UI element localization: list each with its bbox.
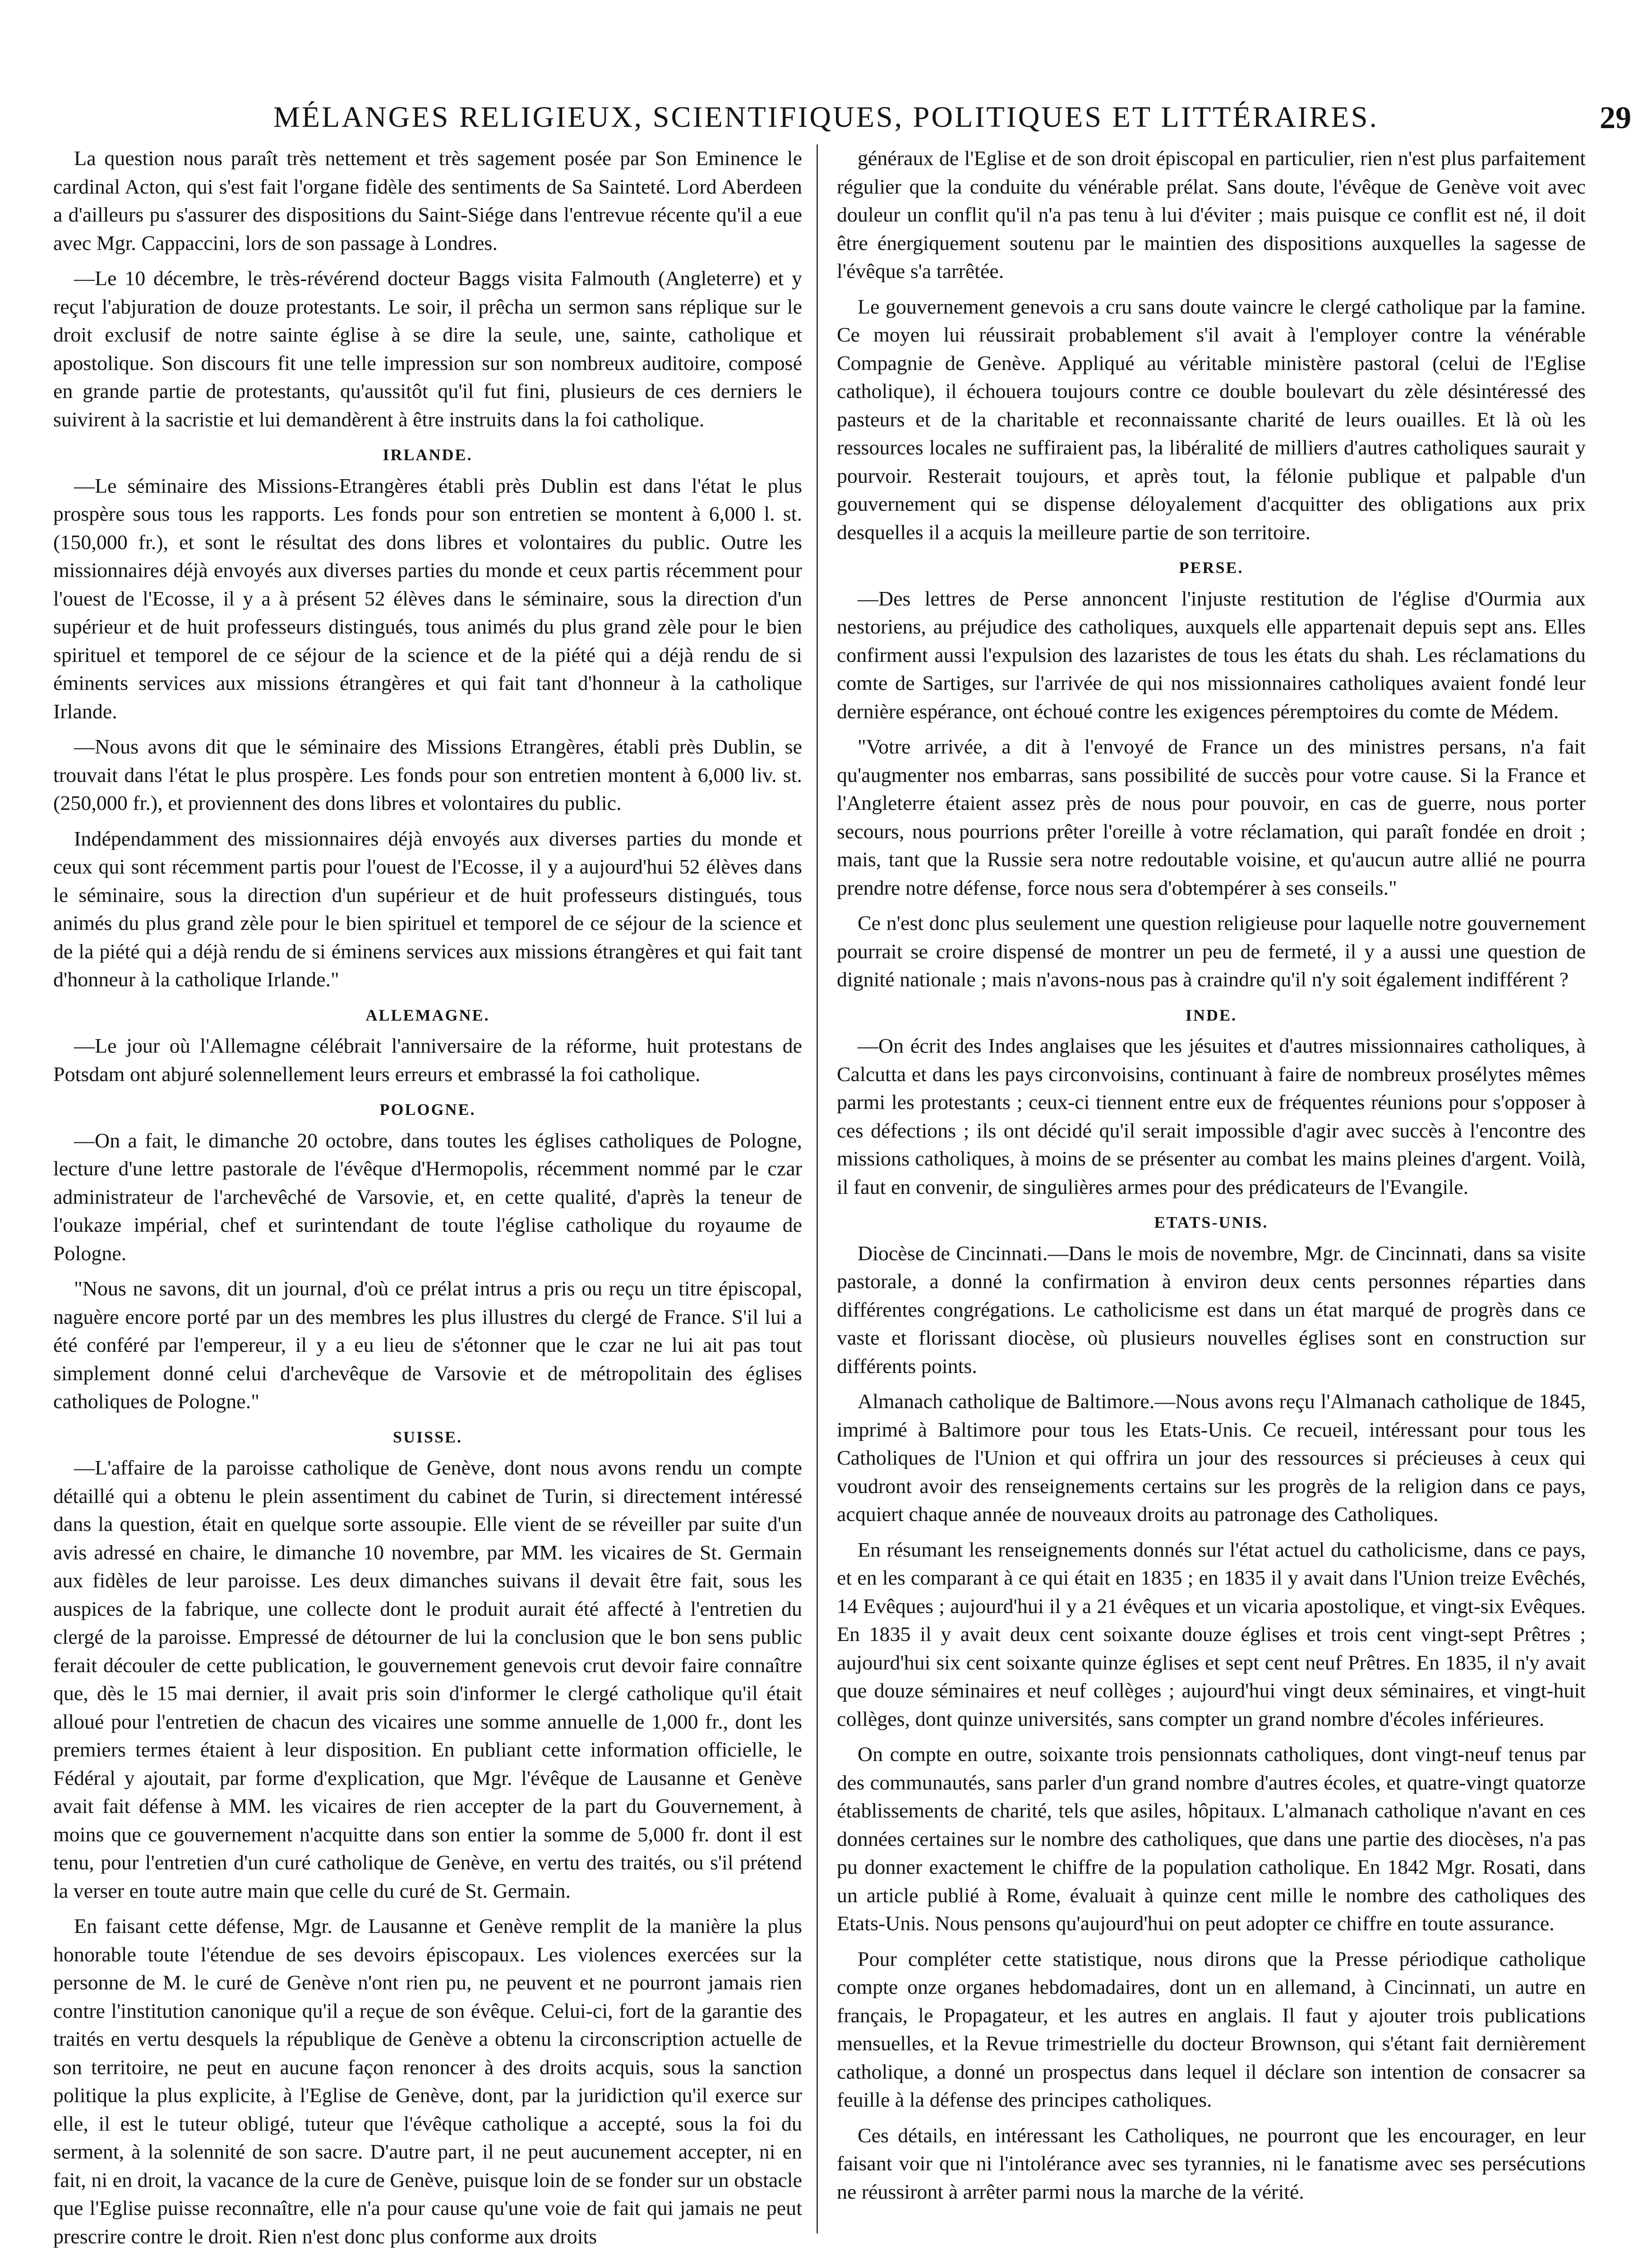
section-heading-pologne: POLOGNE.: [379, 1100, 476, 1119]
paragraph: —Le jour où l'Allemagne célébrait l'anniversaire de la réforme, huit protestans de Potsdam ont abjuré solennellement leurs erreurs et embrassé la foi catholique.: [53, 1034, 802, 1086]
paragraph: —L'affaire de la paroisse catholique de Genève, dont nous avons rendu un compte détaillé qui a obtenu le plein assentiment du cabinet de Turin, si directement intéressé dans la question, était en quelque sorte assoupie. Elle vient de se réveiller par suite d'un avis adressé en chaire, le dimanche 10 novembre, par MM. les vicaires de St. Germain aux fidèles de leur paroisse. Les deux dimanches suivans il devait être fait, sous les auspices de la fabrique, une collecte dont le produit aurait été affecté à l'entretien du clergé de la paroisse. Empressé de détourner de lui la conclusion que le bon sens public ferait découler de cette publication, le gouvernement genevois crut devoir faire connaître que, dès le 15 mai dernier, il avait pris soin d'informer le clergé catholique qu'il était alloué pour l'entretien de chacun des vicaires une somme annuelle de 1,000 fr., dont les premiers termes étaient à leur disposition. En publiant cette information officielle, le Fédéral y ajoutait, par forme d'explication, que Mgr. l'évêque de Lausanne et Genève avait fait défense à MM. les vicaires de rien accepter de la part du Gouvernement, à moins que ce gouvernement n'acquitte dans son entier la somme de 5,000 fr. dont il est tenu, pour l'entretien d'un curé catholique de Genève, en vertu des traités, ou s'il prétend la verser en toute autre main que celle du curé de St. Germain.: [53, 1456, 802, 1902]
paragraph: —Des lettres de Perse annoncent l'injuste restitution de l'église d'Ourmia aux nestoriens, au préjudice des catholiques, auxquels elle appartenait depuis sept ans. Elles confirment aussi l'expulsion des lazaristes de tous les états du shah. Les réclamations du comte de Sartiges, sur l'arrivée de qui nos missionnaires catholiques avaient fondé leur dernière espérance, ont échoué contre les exigences péremptoires du comte de Médem.: [837, 587, 1586, 723]
paragraph: Almanach catholique de Baltimore.—Nous avons reçu l'Almanach catholique de 1845, imprimé à Baltimore pour tous les Etats-Unis. Ce recueil, intéressant pour tous les Catholiques de l'Union et qui offrira un jour des ressources si précieuses à ceux qui voudront avoir des renseignements certains sur les progrès de la religion dans ce pays, acquiert chaque année de nouveaux droits au patronage des Catholiques.: [837, 1390, 1586, 1526]
paragraph: "Nous ne savons, dit un journal, d'où ce prélat intrus a pris ou reçu un titre épiscopal, naguère encore porté par un des membres les plus illustres du clergé de France. S'il lui a été conféré par l'empereur, il y a eu lieu de s'étonner que le czar ne lui ait pas tout simplement donné celui d'archevêque de Varsovie et de métropolitain des églises catholiques de Pologne.": [53, 1277, 802, 1413]
paragraph: La question nous paraît très nettement et très sagement posée par Son Eminence le cardinal Acton, qui s'est fait l'organe fidèle des sentiments de Sa Sainteté. Lord Aberdeen a d'ailleurs pu s'assurer des dispositions du Saint-Siége dans l'entrevue récente qu'il a eue avec Mgr. Cappaccini, lors de son passage à Londres.: [53, 147, 802, 254]
left-column: [53, 144, 802, 2256]
section-heading-suisse: SUISSE.: [392, 1428, 463, 1446]
paragraph: En faisant cette défense, Mgr. de Lausanne et Genève remplit de la manière la plus honorable toute l'étendue de ses devoirs épiscopaux. Les violences exercées sur la personne de M. le curé de Genève n'ont rien pu, ne peuvent et ne pourront jamais rien contre l'institution canonique qu'il a reçue de son évêque. Celui-ci, fort de la garantie des traités en vertu desquels la république de Genève a obtenu la circonscription actuelle de son territoire, ne peut en aucune façon renoncer à des droits acquis, sous la sanction politique la plus explicite, à l'Eglise de Genève, dont, par la juridiction qu'il exerce sur elle, il est le tuteur obligé, tuteur que l'évêque catholique a accepté, sous la foi du serment, à la solennité de son sacre. D'autre part, il ne peut aucunement accepter, ni en fait, ni en droit, la vacance de la cure de Genève, puisque loin de se fonder sur un obstacle que l'Eglise puisse reconnaître, elle n'a pour cause qu'une voie de fait qui jamais ne peut prescrire contre le droit. Rien n'est donc plus conforme aux droits: [53, 1914, 802, 2248]
section-heading-inde: INDE.: [1185, 1006, 1237, 1024]
paragraph: généraux de l'Eglise et de son droit épiscopal en particulier, rien n'est plus parfaitement régulier que la conduite du vénérable prélat. Sans doute, l'évêque de Genève voit avec douleur un conflit qu'il n'a pas tenu à lui d'éviter ; mais puisque ce conflit est né, il doit être énergiquement soutenu par le maintien des dispositions auxquelles la sagesse de l'évêque s'a tarrêtée.: [837, 147, 1586, 282]
paragraph: —Nous avons dit que le séminaire des Missions Etrangères, établi près Dublin, se trouvait dans l'état le plus prospère. Les fonds pour son entretien montent à 6,000 liv. st. (250,000 fr.), et proviennent des dons libres et volontaires du public.: [53, 735, 802, 814]
paragraph: —Le séminaire des Missions-Etrangères établi près Dublin est dans l'état le plus prospère sous tous les rapports. Les fonds pour son entretien se montent à 6,000 l. st. (150,000 fr.), et sont le résultat des dons libres et volontaires du public. Outre les missionnaires déjà envoyés aux diverses parties du monde et ceux partis récemment pour l'ouest de l'Ecosse, il y a à présent 52 élèves dans le séminaire, sous la direction d'un supérieur et de huit professeurs distingués, tous animés du plus grand zèle pour le bien spirituel et temporel de ce séjour de la science et de la piété qui a déjà rendu de si éminents services aux missions étrangères et qui fait tant d'honneur à la catholique Irlande.: [53, 474, 802, 723]
paragraph: On compte en outre, soixante trois pensionnats catholiques, dont vingt-neuf tenus par des communautés, sans parler d'un grand nombre d'autres écoles, et quatre-vingt quatorze établissements de charité, tels que asiles, hôpitaux. L'almanach catholique n'avant en ces données certaines sur le nombre des catholiques, que dans une partie des diocèses, n'a pas pu donner exactement le chiffre de la population catholique. En 1842 Mgr. Rosati, dans un article publié à Rome, évaluait à quinze cent mille le nombre des catholiques des Etats-Unis. Nous pensons qu'aujourd'hui on peut adopter ce chiffre en toute assurance.: [837, 1743, 1586, 1935]
paragraph: —Le 10 décembre, le très-révérend docteur Baggs visita Falmouth (Angleterre) et y reçut l'abjuration de douze protestants. Le soir, il prêcha un sermon sans réplique sur le droit exclusif de notre sainte église à se dire la seule, une, sainte, catholique et apostolique. Son discours fit une telle impression sur son nombreux auditoire, composé en grande partie de protestants, qu'aussitôt qu'il fut fini, plusieurs de ces derniers le suivirent à la sacristie et lui demandèrent à être instruits dans la foi catholique.: [53, 267, 802, 431]
paragraph: Ce n'est donc plus seulement une question religieuse pour laquelle notre gouvernement pourrait se croire dispensé de montrer un peu de fermeté, il y a aussi une question de dignité nationale ; mais n'avons-nous pas à craindre qu'il n'y soit également indifférent ?: [837, 911, 1586, 991]
paragraph: Ces détails, en intéressant les Catholiques, ne pourront que les encourager, en leur faisant voir que ni l'intolérance avec ses tyrannies, ni le fanatisme avec ses persécutions ne réussiront à arrêter parmi nous la marche de la vérité.: [837, 2123, 1586, 2203]
column-divider: [817, 144, 818, 2233]
paragraph: —On écrit des Indes anglaises que les jésuites et d'autres missionnaires catholiques, à Calcutta et dans les pays circonvoisins, continuant à faire de nombreux prosélytes mêmes parmi les protestants ; ceux-ci tiennent entre eux de fréquentes réunions pour s'opposer à ces défections ; ils ont décidé qu'il serait impossible d'agir avec succès à l'encontre des missions catholiques, à moins de se présenter au combat les mains pleines d'argent. Voilà, il faut en convenir, de singulières armes pour des prédicateurs de l'Evangile.: [837, 1034, 1586, 1198]
section-heading-irlande: IRLANDE.: [383, 446, 473, 464]
right-column: [837, 144, 1586, 2256]
page-number: 29: [1600, 101, 1631, 135]
section-heading-perse: PERSE.: [1179, 559, 1244, 577]
section-heading-etats-unis: ETATS-UNIS.: [1154, 1213, 1269, 1231]
running-title: MÉLANGES RELIGIEUX, SCIENTIFIQUES, POLITIQUES ET LITTÉRAIRES.: [273, 101, 1379, 134]
paragraph: Diocèse de Cincinnati.—Dans le mois de novembre, Mgr. de Cincinnati, dans sa visite pastorale, a donné la confirmation à environ deux cents personnes réparties dans différentes congrégations. Le catholicisme est dans un état marqué de progrès dans ce vaste et florissant diocèse, où plusieurs nouvelles églises sont en construction sur différents points.: [837, 1241, 1586, 1378]
paragraph: Indépendamment des missionnaires déjà envoyés aux diverses parties du monde et ceux qui sont récemment partis pour l'ouest de l'Ecosse, il y a aujourd'hui 52 élèves dans le séminaire, sous la direction d'un supérieur et de huit professeurs distingués, tous animés du plus grand zèle pour le bien spirituel et temporel de ce séjour de la science et de la piété qui a déjà rendu de si éminens services aux missions étrangères et qui fait tant d'honneur à la catholique Irlande.": [53, 827, 802, 991]
paragraph: En résumant les renseignements donnés sur l'état actuel du catholicisme, dans ce pays, et en les comparant à ce qui était en 1835 ; en 1835 il y avait dans l'Union treize Evêchés, 14 Evêques ; aujourd'hui il y a 21 évêques et un vicaria apostolique, et vingt-six Evêques. En 1835 il y avait deux cent soixante douze églises et trois cent vingt-sept Prêtres ; aujourd'hui six cent soixante quinze églises et sept cent neuf Prêtres. En 1835, il n'y avait que douze séminaires et neuf collèges ; aujourd'hui vingt deux séminaires, et vingt-huit collèges, dont quinze universités, sans compter un grand nombre d'écoles inférieures.: [837, 1538, 1586, 1730]
paragraph: —On a fait, le dimanche 20 octobre, dans toutes les églises catholiques de Pologne, lecture d'une lettre pastorale de l'évêque d'Hermopolis, récemment nommé par le czar administrateur de l'archevêché de Varsovie, et, en cette qualité, d'après la teneur de l'oukaze impérial, chef et surintendant de toute l'église catholique du royaume de Pologne.: [53, 1128, 802, 1265]
paragraph: "Votre arrivée, a dit à l'envoyé de France un des ministres persans, n'a fait qu'augmenter nos embarras, sans possibilité de succès pour votre cause. Si la France et l'Angleterre étaient assez près de nous pour pouvoir, en cas de guerre, nous porter secours, nous pourrions prêter l'oreille à votre réclamation, qui paraît fondée en droit ; mais, tant que la Russie sera notre redoutable voisine, et qu'aucun autre allié ne pourra prendre notre défense, force nous sera d'obtempérer à ses conseils.": [837, 735, 1586, 899]
paragraph: Pour compléter cette statistique, nous dirons que la Presse périodique catholique compte onze organes hebdomadaires, dont un en allemand, à Cincinnati, un autre en français, le Propagateur, et les autres en anglais. Il faut y ajouter trois publications mensuelles, et la Revue trimestrielle du docteur Brownson, qui s'étant fait dernièrement catholique, a donné un prospectus dans lequel il déclare son intention de consacrer sa feuille à la défense des principes catholiques.: [837, 1947, 1586, 2111]
paragraph: Le gouvernement genevois a cru sans doute vaincre le clergé catholique par la famine. Ce moyen lui réussirait probablement s'il avait à l'employer contre la vénérable Compagnie de Genève. Appliqué au véritable ministère pastoral (celui de l'Eglise catholique), il échouera toujours contre ce double boulevart du zèle désintéressé des pasteurs et de la charitable et reconnaissante charité de leurs ouailles. Et là où les ressources locales ne suffiraient pas, la libéralité de milliers d'autres catholiques saurait y pourvoir. Resterait toujours, et après tout, la félonie publique et palpable d'un gouvernement qui se dispense déloyalement d'acquitter des obligations aux prix desquelles il a acquis la meilleure partie de son territoire.: [837, 295, 1586, 544]
section-heading-allemagne: ALLEMAGNE.: [365, 1006, 490, 1024]
